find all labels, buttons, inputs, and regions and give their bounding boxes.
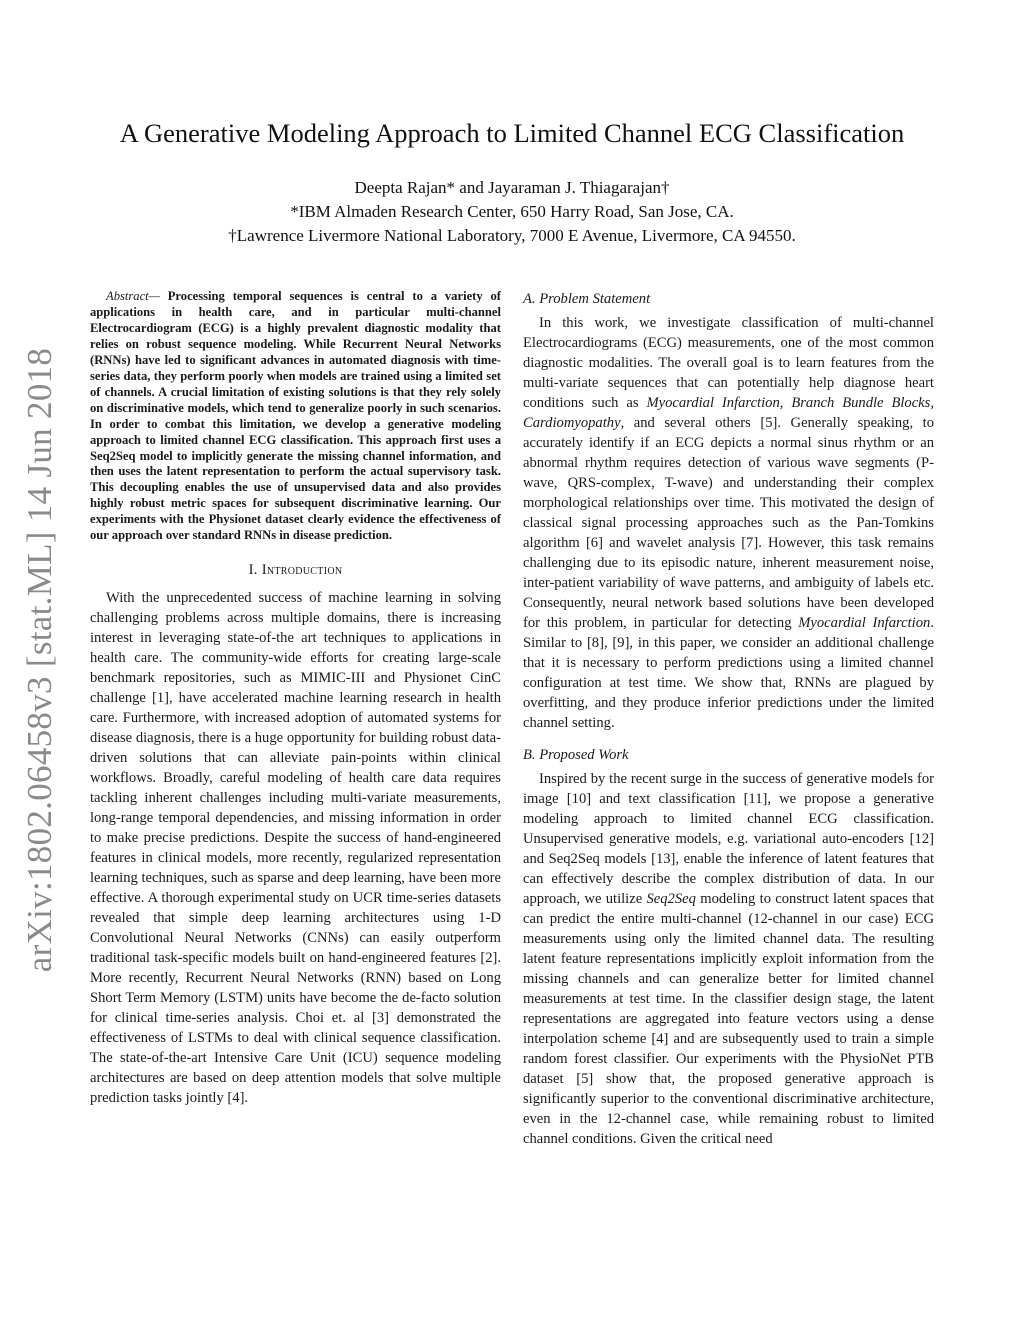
section-number: I. xyxy=(248,562,258,579)
abstract-label: Abstract— xyxy=(106,289,160,303)
author-names: Deepta Rajan* and Jayaraman J. Thiagarajan† xyxy=(354,178,670,197)
proposed-work-paragraph xyxy=(523,769,934,1149)
section-title: Introduction xyxy=(261,562,343,579)
arxiv-identifier-text: arXiv:1802.06458v3 [stat.ML] 14 Jun 2018 xyxy=(20,347,60,973)
problem-statement-paragraph xyxy=(523,313,934,733)
problem-conditions: Myocardial Infarction, Branch Bundle Blocks, Cardiomyopathy xyxy=(523,395,934,431)
section-heading-introduction xyxy=(90,560,501,580)
subsection-heading-problem-statement: A. Problem Statement xyxy=(523,291,651,307)
abstract-text: Processing temporal sequences is central to a variety of applications in health care, and in particular multi-channel Electrocardiogram (ECG) is a highly prevalent diagnostic modality that relies on robust sequence modeling. While Recurrent Neural Networks (RNNs) have led to significant advances in automated diagnosis with time-series data, they perform poorly when models are trained using a limited set of channels. A crucial limitation of existing solutions is that they rely solely on discriminative models, which tend to generalize poorly in such scenarios. In order to combat this limitation, we develop a generative modeling approach to limited channel ECG classification. This approach first uses a Seq2Seq model to implicitly generate the missing channel information, and then uses the latent representation to perform the actual supervisory task. This decoupling enables the use of unsupervised data and also provides highly robust metric spaces for subsequent discriminative learning. Our experiments with the Physionet dataset clearly evidence the effectiveness of our approach over standard RNNs in disease prediction. xyxy=(90,289,501,543)
affiliation-ibm: *IBM Almaden Research Center, 650 Harry Road, San Jose, CA. xyxy=(290,202,734,221)
problem-condition-mi: Myocardial Infarction xyxy=(798,615,931,631)
right-column xyxy=(523,289,934,1149)
arxiv-identifier-stamp xyxy=(10,347,70,973)
abstract xyxy=(90,289,501,544)
affiliation-llnl: †Lawrence Livermore National Laboratory, 7000 E Avenue, Livermore, CA 94550. xyxy=(228,226,796,245)
proposed-text-2: modeling to construct latent spaces that can predict the entire multi-channel (12-channel in our case) ECG measurements using only the limited channel data. The resulting latent feature representations implicitly exploit information from the missing channels and can generalize better for limited channel measurements at test time. In the classifier design stage, the latent representations are aggregated into feature vectors using a dense interpolation scheme [4] and are subsequently used to train a simple random forest classifier. Our experiments with the PhysioNet PTB dataset [5] show that, the proposed generative approach is significantly superior to the conventional discriminative architecture, even in the 12-channel case, while remaining robust to limited channel conditions. Given the critical need xyxy=(523,891,935,1147)
author-block xyxy=(60,176,964,248)
problem-text-1: In this work, we investigate classification of multi-channel Electrocardiograms (ECG) measurements, one of the most common diagnostic modalities. The overall goal is to learn features from the multi-variate sequences that can potentially help diagnose heart conditions such as xyxy=(523,315,934,411)
left-column xyxy=(90,289,501,1108)
problem-text-3: . Similar to [8], [9], in this paper, we consider an additional challenge that it is necessary to perform predictions using a limited channel configuration at test time. We show that, RNNs are plagued by overfitting, and they produce inferior predictions under the limited channel setting. xyxy=(523,615,934,731)
paper-title: A Generative Modeling Approach to Limited Channel ECG Classification xyxy=(119,118,905,148)
problem-text-2: , and several others [5]. Generally speaking, to accurately identify if an ECG depicts a normal sinus rhythm or an abnormal rhythm requires detection of various wave segments (P-wave, QRS-complex, T-wave) and understanding their complex morphological relationships over time. This motivated the design of classical signal processing approaches such as the Pan-Tomkins algorithm [6] and wavelet analysis [7]. However, this task remains challenging due to its episodic nature, inherent measurement noise, inter-patient variability of wave patterns, and ambiguity of labels etc. Consequently, neural network based solutions have been developed for this problem, in particular for detecting xyxy=(523,415,934,631)
proposed-text-1: Inspired by the recent surge in the success of generative models for image [10] and text classification [11], we propose a generative modeling approach to limited channel ECG classification. Unsupervised generative models, e.g. variational auto-encoders [12] and Seq2Seq models [13], enable the inference of latent features that can effectively describe the complex distribution of data. In our approach, we utilize xyxy=(523,771,934,907)
proposed-model-name: Seq2Seq xyxy=(646,891,696,907)
subsection-heading-proposed-work: B. Proposed Work xyxy=(523,747,629,763)
introduction-paragraph: With the unprecedented success of machine learning in solving challenging problems across multiple domains, there is increasing interest in leveraging state-of-the art techniques to applications in health care. The community-wide efforts for creating large-scale benchmark repositories, such as MIMIC-III and Physionet CinC challenge [1], have accelerated machine learning research in health care. Furthermore, with increased adoption of automated systems for disease diagnosis, there is a huge opportunity for building robust data-driven solutions that can alleviate pain-points within clinical workflows. Broadly, careful modeling of health care data requires tackling inherent challenges including multi-variate measurements, long-range temporal dependencies, and missing information in order to make precise predictions. Despite the success of hand-engineered features in clinical models, more recently, regularized representation learning techniques, such as sparse and deep learning, have been more effective. A thorough experimental study on UCR time-series datasets revealed that simple deep learning architectures using 1-D Convolutional Neural Networks (CNNs) can easily outperform traditional task-specific models built on hand-engineered features [2]. More recently, Recurrent Neural Networks (RNN) based on Long Short Term Memory (LSTM) units have become the de-facto solution for clinical time-series analysis. Choi et. al [3] demonstrated the effectiveness of LSTMs to deal with clinical sequence classification. The state-of-the-art Intensive Care Unit (ICU) sequence modeling architectures are based on deep attention models that solve multiple prediction tasks jointly [4]. xyxy=(90,590,501,1107)
